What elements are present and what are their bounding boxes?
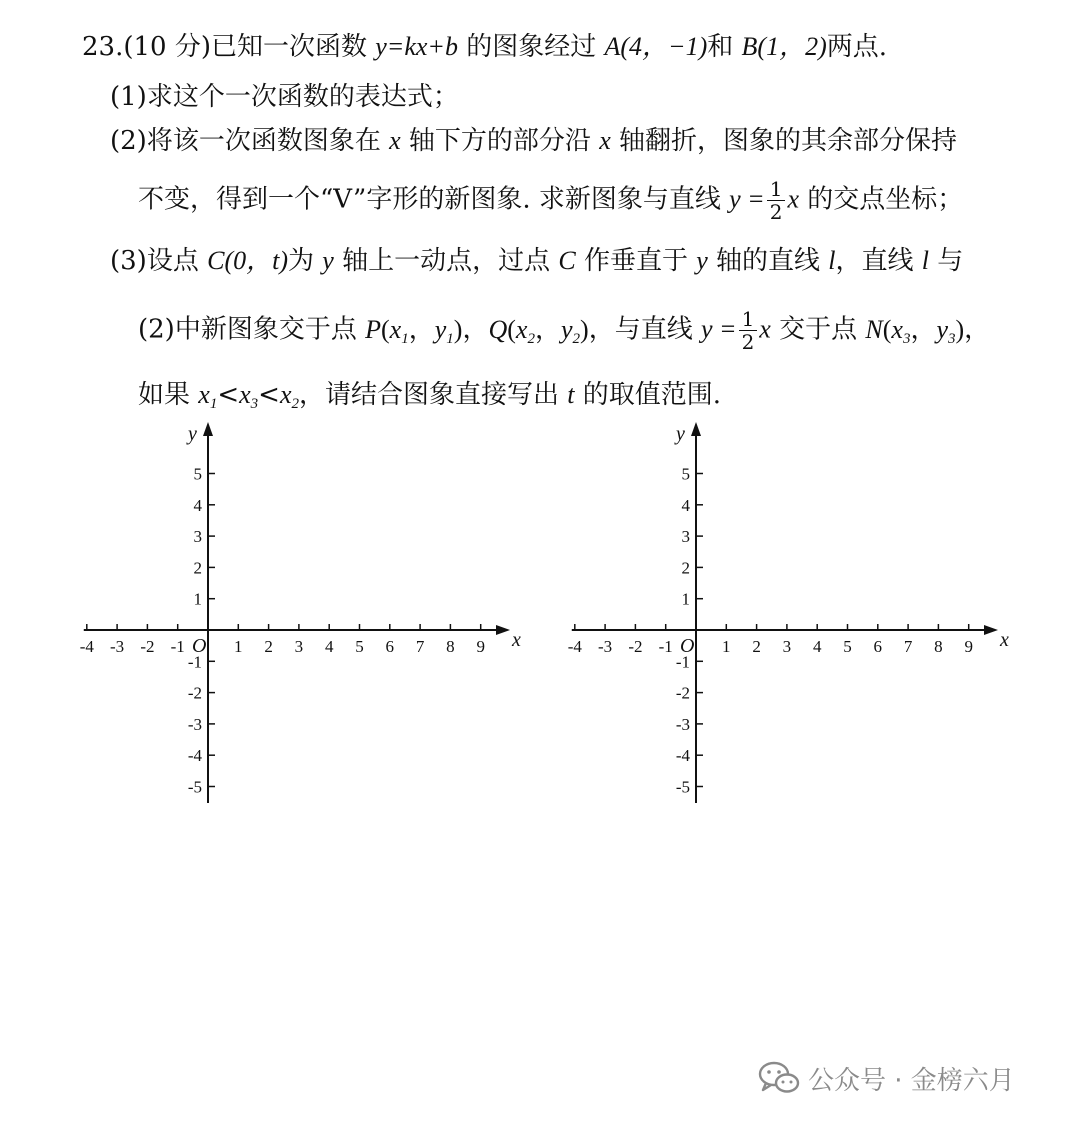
x-tick-label: 8 bbox=[934, 637, 943, 656]
y-tick-label: -4 bbox=[675, 746, 690, 766]
coordinate-plane-left bbox=[70, 418, 530, 803]
x-tick-label: -2 bbox=[140, 637, 155, 656]
y-tick-label: 2 bbox=[681, 558, 690, 578]
x-tick-label: 5 bbox=[843, 637, 852, 656]
y-tick-label: 4 bbox=[681, 495, 690, 515]
problem-points: (10 分) bbox=[123, 32, 211, 62]
part-3-line-3: 如果 $x_1<x_3<x_2$，请结合图象直接写出 t 的取值范围. bbox=[138, 380, 722, 412]
x-axis-label: x bbox=[512, 629, 521, 651]
x-tick-label: 4 bbox=[812, 637, 822, 656]
x-axis-arrow bbox=[496, 625, 510, 635]
x-tick-label: -3 bbox=[110, 637, 125, 656]
y-tick-label: 4 bbox=[193, 495, 202, 515]
origin-label: O bbox=[192, 635, 207, 657]
y-axis-label: y bbox=[188, 423, 197, 445]
y-tick-label: 1 bbox=[193, 589, 202, 609]
x-tick-label: -2 bbox=[628, 637, 643, 656]
origin-label: O bbox=[680, 635, 695, 657]
part-2-line-2: 不变，得到一个“V”字形的新图象. 求新图象与直线 y = $\frac{1}{2}$ x 的交点坐标； bbox=[138, 177, 964, 224]
part-3-line-2: (2)中新图象交于点 $P(x_1$，$y_1$)，$Q(x_2$，$y_2$)，与直线 y = $\frac{1}{2}$ x 交于点 $N(x_3$，$y_3$)， bbox=[138, 307, 991, 354]
y-axis-arrow bbox=[691, 422, 701, 436]
x-tick-label: 3 bbox=[294, 637, 304, 656]
fraction-half: $\frac{1}{2}$ bbox=[767, 178, 786, 223]
x-tick-label: 1 bbox=[234, 637, 243, 656]
y-axis-label: y bbox=[676, 423, 685, 445]
y-tick-label: -2 bbox=[675, 683, 690, 703]
x-tick-label: 9 bbox=[964, 637, 973, 656]
y-tick-label: 1 bbox=[681, 589, 690, 609]
y-tick-label: -5 bbox=[675, 777, 690, 797]
x-tick-label: 2 bbox=[264, 637, 273, 656]
x-tick-label: -4 bbox=[79, 637, 94, 656]
watermark-text: 公众号 · 金榜六月 bbox=[808, 1065, 1015, 1096]
point-n: $N(x_3$，$y_3$) bbox=[865, 314, 965, 347]
point-c: C(0，t) bbox=[207, 246, 288, 275]
x-tick-label: 6 bbox=[385, 637, 395, 656]
x-tick-label: 6 bbox=[873, 637, 883, 656]
x-tick-label: 4 bbox=[324, 637, 334, 656]
part-2-line-1: (2)将该一次函数图象在 x 轴下方的部分沿 x 轴翻折，图象的其余部分保持 bbox=[110, 126, 957, 156]
point-q: $Q(x_2$，$y_2$) bbox=[488, 314, 589, 347]
y-axis-arrow bbox=[203, 422, 213, 436]
coordinate-plane-right bbox=[558, 418, 1018, 803]
x-tick-label: 7 bbox=[415, 637, 425, 656]
y-tick-label: 3 bbox=[681, 527, 690, 547]
y-tick-label: -5 bbox=[187, 777, 202, 797]
part-1: (1)求这个一次函数的表达式； bbox=[110, 82, 459, 112]
y-tick-label: 3 bbox=[193, 527, 202, 547]
x-tick-label: 3 bbox=[782, 637, 792, 656]
x-tick-label: -3 bbox=[598, 637, 613, 656]
x-tick-label: 2 bbox=[752, 637, 761, 656]
problem-number: 23. bbox=[82, 32, 124, 62]
y-tick-label: -2 bbox=[187, 683, 202, 703]
point-p: $P(x_1$，$y_1$) bbox=[365, 314, 463, 347]
y-tick-label: -3 bbox=[187, 714, 202, 734]
part-3-line-1: (3)设点 C(0，t)为 y 轴上一动点，过点 C 作垂直于 y 轴的直线 l，直线 l 与 bbox=[110, 246, 964, 276]
y-tick-label: 5 bbox=[193, 464, 202, 484]
x-axis-label: x bbox=[1000, 629, 1009, 651]
fraction-half: $\frac{1}{2}$ bbox=[739, 308, 758, 353]
y-tick-label: -1 bbox=[675, 652, 690, 672]
x-tick-label: -4 bbox=[567, 637, 582, 656]
x-tick-label: 8 bbox=[446, 637, 455, 656]
y-tick-label: 5 bbox=[681, 464, 690, 484]
x-tick-label: -1 bbox=[170, 637, 185, 656]
wechat-icon bbox=[758, 1060, 800, 1096]
x-axis-arrow bbox=[984, 625, 998, 635]
x-tick-label: 5 bbox=[355, 637, 364, 656]
y-tick-label: -3 bbox=[675, 714, 690, 734]
y-tick-label: -4 bbox=[187, 746, 202, 766]
point-b: B(1，2) bbox=[741, 32, 827, 61]
y-tick-label: 2 bbox=[193, 558, 202, 578]
x-tick-label: 1 bbox=[722, 637, 731, 656]
problem-statement: 23.(10 分)已知一次函数 y=kx+b 的图象经过 A(4，−1)和 B(1，2)两点. bbox=[82, 32, 887, 62]
x-tick-label: 9 bbox=[476, 637, 485, 656]
function-expression: y=kx+b bbox=[375, 32, 458, 61]
x-tick-label: 7 bbox=[903, 637, 913, 656]
point-a: A(4，−1) bbox=[604, 32, 708, 61]
watermark bbox=[758, 1058, 1015, 1098]
x-tick-label: -1 bbox=[658, 637, 673, 656]
y-tick-label: -1 bbox=[187, 652, 202, 672]
